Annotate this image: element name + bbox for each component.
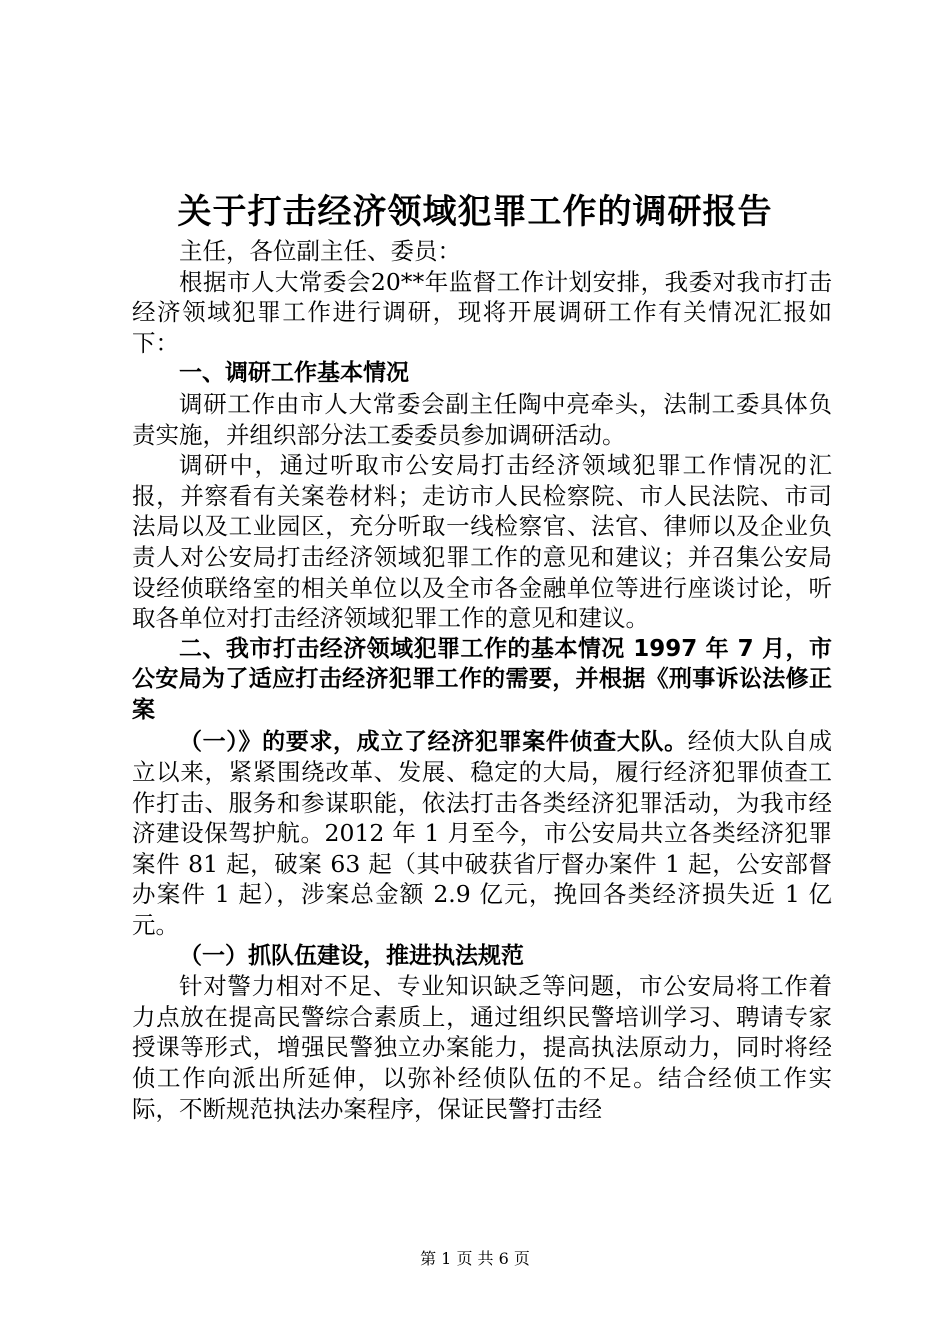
paragraph-overview	[132, 726, 832, 941]
paragraph-research-lead: 调研工作由市人大常委会副主任陶中亮牵头，法制工委具体负责实施，并组织部分法工委委员参加调研活动。	[132, 389, 832, 449]
paragraph-team-building: 针对警力相对不足、专业知识缺乏等问题，市公安局将工作着力点放在提高民警综合素质上，通过组织民警培训学习、聘请专家授课等形式，增强民警独立办案能力，提高执法原动力，同时将经侦工作向派出所延伸，以弥补经侦队伍的不足。结合经侦工作实际，不断规范执法办案程序，保证民警打击经	[132, 972, 832, 1123]
section-heading-1: 一、调研工作基本情况	[179, 360, 409, 387]
paragraph-intro: 根据市人大常委会20**年监督工作计划安排，我委对我市打击经济领域犯罪工作进行调研，现将开展调研工作有关情况汇报如下：	[132, 267, 832, 357]
document-title: 关于打击经济领域犯罪工作的调研报告	[177, 192, 773, 232]
section-heading-2: 二、我市打击经济领域犯罪工作的基本情况 1997 年 7 月，市公安局为了适应打击经济犯罪工作的需要，并根据《刑事诉讼法修正案	[132, 635, 832, 723]
paragraph-overview-lead: （一）》的要求，成立了经济犯罪案件侦查大队。	[179, 728, 688, 755]
paragraph-overview-text: 经侦大队自成立以来，紧紧围绕改革、发展、稳定的大局，履行经济犯罪侦查工作打击、服务和参谋职能，依法打击各类经济犯罪活动，为我市经济建设保驾护航。2012 年 1 月至今，市公安局共立各类经济犯罪案件 81 起，破案 63 起（其中破获省厅督办案件 1 起，公安部督办案件 1 起），涉案总金额 2.9 亿元，挽回各类经济损失近 1 亿元。	[132, 726, 833, 940]
subsection-heading-1: （一）抓队伍建设，推进执法规范	[179, 942, 524, 969]
paragraph-research-process: 调研中，通过听取市公安局打击经济领域犯罪工作情况的汇报，并察看有关案卷材料；走访市人民检察院、市人民法院、市司法局以及工业园区，充分听取一线检察官、法官、律师以及企业负责人对公安局打击经济领域犯罪工作的意见和建议；并召集公安局设经侦联络室的相关单位以及全市各金融单位等进行座谈讨论，听取各单位对打击经济领域犯罪工作的意见和建议。	[132, 451, 832, 633]
salutation: 主任，各位副主任、委员：	[179, 237, 461, 265]
page-footer: 第 1 页 共 6 页	[420, 1249, 530, 1268]
document-body	[132, 236, 832, 1124]
